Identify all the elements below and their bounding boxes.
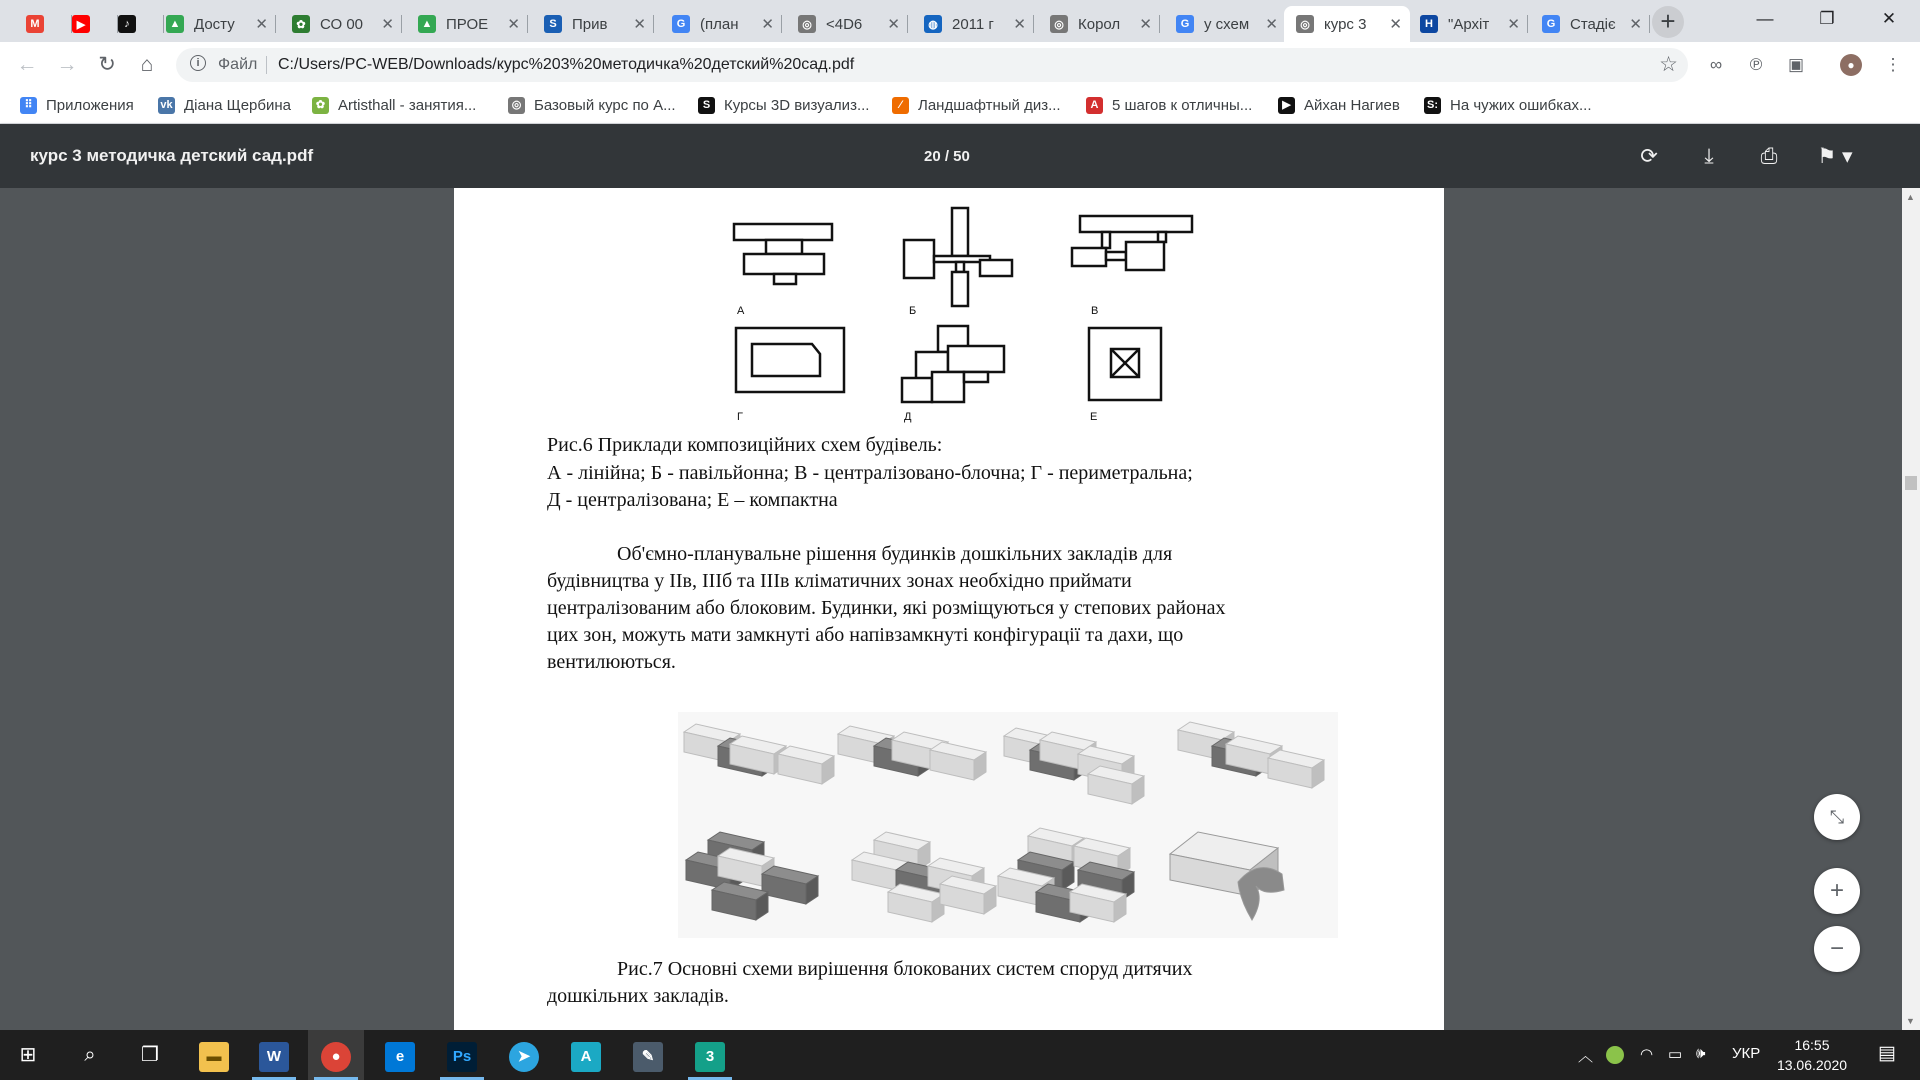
- body-paragraph-line: будівництва у ІІв, ІІІб та ІІІв кліматичних зонах необхідно приймати: [547, 570, 1132, 592]
- bookmark-label: Artisthall - занятия...: [338, 96, 477, 114]
- back-button[interactable]: ←: [16, 53, 38, 76]
- bookmark-label: Курсы 3D визуализ...: [724, 96, 870, 114]
- tab-separator: [653, 15, 654, 33]
- tab-title: Досту: [194, 15, 235, 33]
- restore-button[interactable]: ❐: [1819, 9, 1835, 28]
- word-icon[interactable]: W: [246, 1030, 302, 1080]
- scrollbar-thumb[interactable]: [1905, 476, 1917, 490]
- fig7-scheme: [1170, 832, 1284, 920]
- fig7-scheme: [686, 832, 818, 920]
- tab-title: у схем: [1204, 15, 1250, 33]
- scheme-label-d: Д: [904, 411, 912, 423]
- site-info-icon[interactable]: i: [190, 55, 206, 71]
- fig6-caption-line: А - лінійна; Б - павільйонна; В - централізовано-блочна; Г - периметральна;: [547, 462, 1193, 484]
- pdf-filename: курс 3 методичка детский сад.pdf: [30, 146, 314, 165]
- globe-icon: ◎: [1050, 15, 1068, 33]
- edge-icon[interactable]: e: [372, 1030, 428, 1080]
- google-drive-icon: ▲: [418, 15, 436, 33]
- bookmark-item[interactable]: [1086, 94, 1252, 116]
- reload-button[interactable]: ↻: [98, 53, 116, 76]
- bookmark-item[interactable]: [508, 94, 676, 116]
- tab[interactable]: [1038, 6, 1160, 42]
- tab[interactable]: [660, 6, 782, 42]
- start-button[interactable]: ⊞: [19, 1044, 37, 1066]
- bookmark-label: На чужих ошибках...: [1450, 96, 1592, 114]
- youtube-icon: ▶: [1278, 97, 1295, 114]
- globe-icon: ◎: [1296, 15, 1314, 33]
- tab-separator: [1527, 15, 1528, 33]
- bookmark-item[interactable]: [312, 94, 476, 116]
- tab[interactable]: [1164, 6, 1286, 42]
- minimize-button[interactable]: —: [1756, 9, 1774, 28]
- photoshop-icon[interactable]: Ps: [434, 1030, 490, 1080]
- google-icon: G: [1542, 15, 1560, 33]
- scheme-b-diagram: [904, 208, 1012, 306]
- extension-icon[interactable]: ∞: [1709, 55, 1723, 74]
- pinterest-icon[interactable]: ℗: [1749, 55, 1763, 74]
- close-tab-icon[interactable]: ✕: [255, 16, 268, 33]
- google-icon: G: [1176, 15, 1194, 33]
- body-paragraph-line: цих зон, можуть мати замкнуті або напівзамкнуті конфігурації та дахи, що: [547, 624, 1184, 646]
- tab-title: курс 3: [1324, 15, 1367, 33]
- clock-date: 13.06.2020: [1776, 1057, 1848, 1073]
- page-scrollbar[interactable]: [1902, 188, 1920, 1030]
- forward-button[interactable]: →: [56, 53, 78, 76]
- avatar[interactable]: ●: [1840, 54, 1862, 76]
- google-icon: G: [672, 15, 690, 33]
- site-icon: H: [1420, 15, 1438, 33]
- google-drive-icon: ▲: [166, 15, 184, 33]
- address-scheme: Файл: [218, 56, 258, 73]
- fit-to-page-button[interactable]: ⤡: [1814, 794, 1860, 840]
- close-window-button[interactable]: ✕: [1881, 9, 1897, 28]
- globe-icon: ◎: [798, 15, 816, 33]
- page-indicator[interactable]: 20 / 50: [924, 148, 970, 165]
- show-hidden-icons[interactable]: ︿: [1578, 1048, 1594, 1065]
- site-icon: S: [544, 15, 562, 33]
- tab[interactable]: [912, 6, 1034, 42]
- tab[interactable]: [154, 6, 276, 42]
- telegram-icon[interactable]: ➤: [496, 1030, 552, 1080]
- fig7-scheme: [1178, 722, 1324, 788]
- apps-icon: ⠿: [20, 97, 37, 114]
- address-divider: [266, 56, 267, 74]
- scheme-a-diagram: [734, 224, 832, 284]
- address-bar[interactable]: [176, 48, 1688, 82]
- close-tab-icon[interactable]: ✕: [761, 16, 774, 33]
- close-tab-icon[interactable]: ✕: [1389, 16, 1402, 33]
- bookmark-label: Приложения: [46, 96, 134, 114]
- site-icon: A: [1086, 97, 1103, 114]
- notifications-icon[interactable]: ▤: [1878, 1043, 1896, 1064]
- pdf-viewer: [0, 188, 1920, 1030]
- close-tab-icon[interactable]: ✕: [1507, 16, 1520, 33]
- fig7-caption-line: дошкільних закладів.: [547, 985, 729, 1007]
- bookmark-item[interactable]: [1424, 94, 1592, 116]
- body-paragraph-line: вентилюються.: [547, 651, 676, 673]
- pdf-toolbar: [0, 124, 1920, 188]
- close-tab-icon[interactable]: ✕: [1265, 16, 1278, 33]
- scheme-label-e: Е: [1090, 411, 1098, 423]
- clock-time: 16:55: [1794, 1037, 1830, 1053]
- scheme-g-diagram: [736, 328, 844, 392]
- tab-title: <4D6: [826, 15, 863, 33]
- fig7-scheme: [838, 726, 986, 780]
- zoom-in-button[interactable]: +: [1814, 868, 1860, 914]
- chrome-icon[interactable]: ●: [308, 1030, 364, 1080]
- download-icon[interactable]: ⤓: [1704, 145, 1714, 168]
- close-tab-icon[interactable]: ✕: [1629, 16, 1642, 33]
- fig6-schemes: [454, 188, 1444, 428]
- tiktok-icon: ♪: [118, 15, 136, 33]
- address-url[interactable]: C:/Users/PC-WEB/Downloads/курс%203%20методичка%20детский%20сад.pdf: [278, 56, 855, 73]
- tab[interactable]: [1284, 6, 1410, 42]
- tray-app-icon[interactable]: [1606, 1046, 1624, 1064]
- gmail-icon: M: [26, 15, 44, 33]
- menu-icon[interactable]: ⋮: [1884, 55, 1902, 74]
- autocad-icon[interactable]: A: [558, 1030, 614, 1080]
- globe-icon: ◎: [508, 97, 525, 114]
- file-explorer-icon[interactable]: ▬: [186, 1030, 242, 1080]
- tab-separator: [907, 15, 908, 33]
- tab-title: СО 00: [320, 15, 364, 33]
- close-tab-icon[interactable]: ✕: [1013, 16, 1026, 33]
- scheme-label-a: А: [737, 305, 745, 317]
- tab[interactable]: [786, 6, 908, 42]
- body-paragraph-line: Об'ємно-планувальне рішення будинків дошкільних закладів для: [617, 543, 1173, 565]
- new-tab-button[interactable]: +: [1652, 6, 1684, 38]
- fig6-caption-title: Рис.6 Приклади композиційних схем будівель:: [547, 434, 943, 456]
- close-tab-icon[interactable]: ✕: [633, 16, 646, 33]
- bookmark-star-icon[interactable]: ☆: [1659, 53, 1678, 76]
- scheme-e-diagram: [1089, 328, 1161, 400]
- print-icon[interactable]: ⎙: [1760, 145, 1778, 168]
- bookmark-menu-icon[interactable]: ⚑ ▾: [1817, 145, 1853, 168]
- bookmark-label: 5 шагов к отличны...: [1112, 96, 1253, 114]
- tab-separator: [1649, 15, 1650, 33]
- sketchup-icon[interactable]: ✎: [620, 1030, 676, 1080]
- 3dsmax-icon[interactable]: 3: [682, 1030, 738, 1080]
- body-paragraph-line: централізованим або блоковим. Будинки, які розміщуються у степових районах: [547, 597, 1226, 619]
- home-button[interactable]: ⌂: [140, 53, 154, 76]
- site-icon: S: [698, 97, 715, 114]
- tab[interactable]: [532, 6, 654, 42]
- bookmark-label: Айхан Нагиев: [1304, 96, 1400, 114]
- battery-icon[interactable]: ▭: [1668, 1046, 1683, 1063]
- tab[interactable]: [1530, 6, 1650, 42]
- bookmarks-bar: [0, 88, 1920, 124]
- close-tab-icon[interactable]: ✕: [1139, 16, 1152, 33]
- tab-separator: [527, 15, 528, 33]
- scheme-v-diagram: [1072, 216, 1192, 270]
- browser-toolbar: [0, 42, 1920, 88]
- fig7-block-systems: [678, 712, 1338, 938]
- bookmark-label: Ландшафтный диз...: [918, 96, 1061, 114]
- leaf-icon: ✿: [312, 97, 329, 114]
- tab-title: "Архіт: [1448, 15, 1490, 33]
- scheme-d-diagram: [902, 326, 1004, 402]
- close-tab-icon[interactable]: ✕: [381, 16, 394, 33]
- tab-separator: [781, 15, 782, 33]
- bookmark-item[interactable]: [20, 94, 134, 116]
- close-tab-icon[interactable]: ✕: [507, 16, 520, 33]
- tab-search-icon[interactable]: ▣: [1787, 55, 1805, 74]
- zoom-out-button[interactable]: −: [1814, 926, 1860, 972]
- tab-title: ПРОЕ: [446, 15, 489, 33]
- fig7-scheme: [998, 828, 1134, 922]
- tab-separator: [1159, 15, 1160, 33]
- fig7-scheme: [852, 832, 996, 922]
- tab-title: (план: [700, 15, 739, 33]
- fig6-caption-line: Д - централізована; Е – компактна: [547, 489, 838, 511]
- vk-icon: vk: [158, 97, 175, 114]
- tab-separator: [1033, 15, 1034, 33]
- tab[interactable]: [280, 6, 402, 42]
- tab-title: Прив: [572, 15, 608, 33]
- tab-strip: [0, 0, 1920, 42]
- fig7-scheme: [1004, 728, 1144, 804]
- rotate-icon[interactable]: ⟳: [1640, 145, 1658, 168]
- volume-icon[interactable]: 🕪: [1696, 1045, 1706, 1062]
- tab[interactable]: [1408, 6, 1528, 42]
- tab[interactable]: [406, 6, 528, 42]
- scroll-up-icon[interactable]: ▲: [1906, 192, 1915, 202]
- site-icon: S:: [1424, 97, 1441, 114]
- close-tab-icon[interactable]: ✕: [887, 16, 900, 33]
- search-icon[interactable]: ⌕: [84, 1044, 96, 1066]
- windows-taskbar: [0, 1030, 1920, 1080]
- pdf-page: [454, 188, 1444, 1030]
- scheme-label-g: Г: [737, 411, 743, 423]
- bookmark-item[interactable]: [158, 94, 291, 116]
- network-icon[interactable]: ◠: [1640, 1046, 1654, 1063]
- site-icon: ⁄: [892, 97, 909, 114]
- language-indicator[interactable]: УКР: [1732, 1045, 1761, 1062]
- scroll-down-icon[interactable]: ▼: [1906, 1016, 1915, 1026]
- site-icon: ◍: [924, 15, 942, 33]
- fig7-caption-line: Рис.7 Основні схеми вирішення блокованих систем споруд дитячих: [617, 958, 1193, 980]
- task-view-icon[interactable]: ❐: [141, 1044, 159, 1066]
- site-icon: ✿: [292, 15, 310, 33]
- bookmark-label: Діана Щербина: [184, 96, 291, 114]
- scheme-label-b: Б: [909, 305, 917, 317]
- bookmark-item[interactable]: [1278, 94, 1400, 116]
- tab-separator: [401, 15, 402, 33]
- youtube-icon: ▶: [72, 15, 90, 33]
- bookmark-label: Базовый курс по А...: [534, 96, 676, 114]
- bookmark-item[interactable]: [698, 94, 869, 116]
- clock[interactable]: [1764, 1035, 1860, 1075]
- bookmark-item[interactable]: [892, 94, 1061, 116]
- tab-title: Стадіє: [1570, 15, 1616, 33]
- fig7-scheme: [684, 724, 834, 784]
- tab-separator: [275, 15, 276, 33]
- scheme-label-v: В: [1091, 305, 1099, 317]
- tab-title: Корол: [1078, 15, 1121, 33]
- tab-title: 2011 г: [952, 15, 994, 33]
